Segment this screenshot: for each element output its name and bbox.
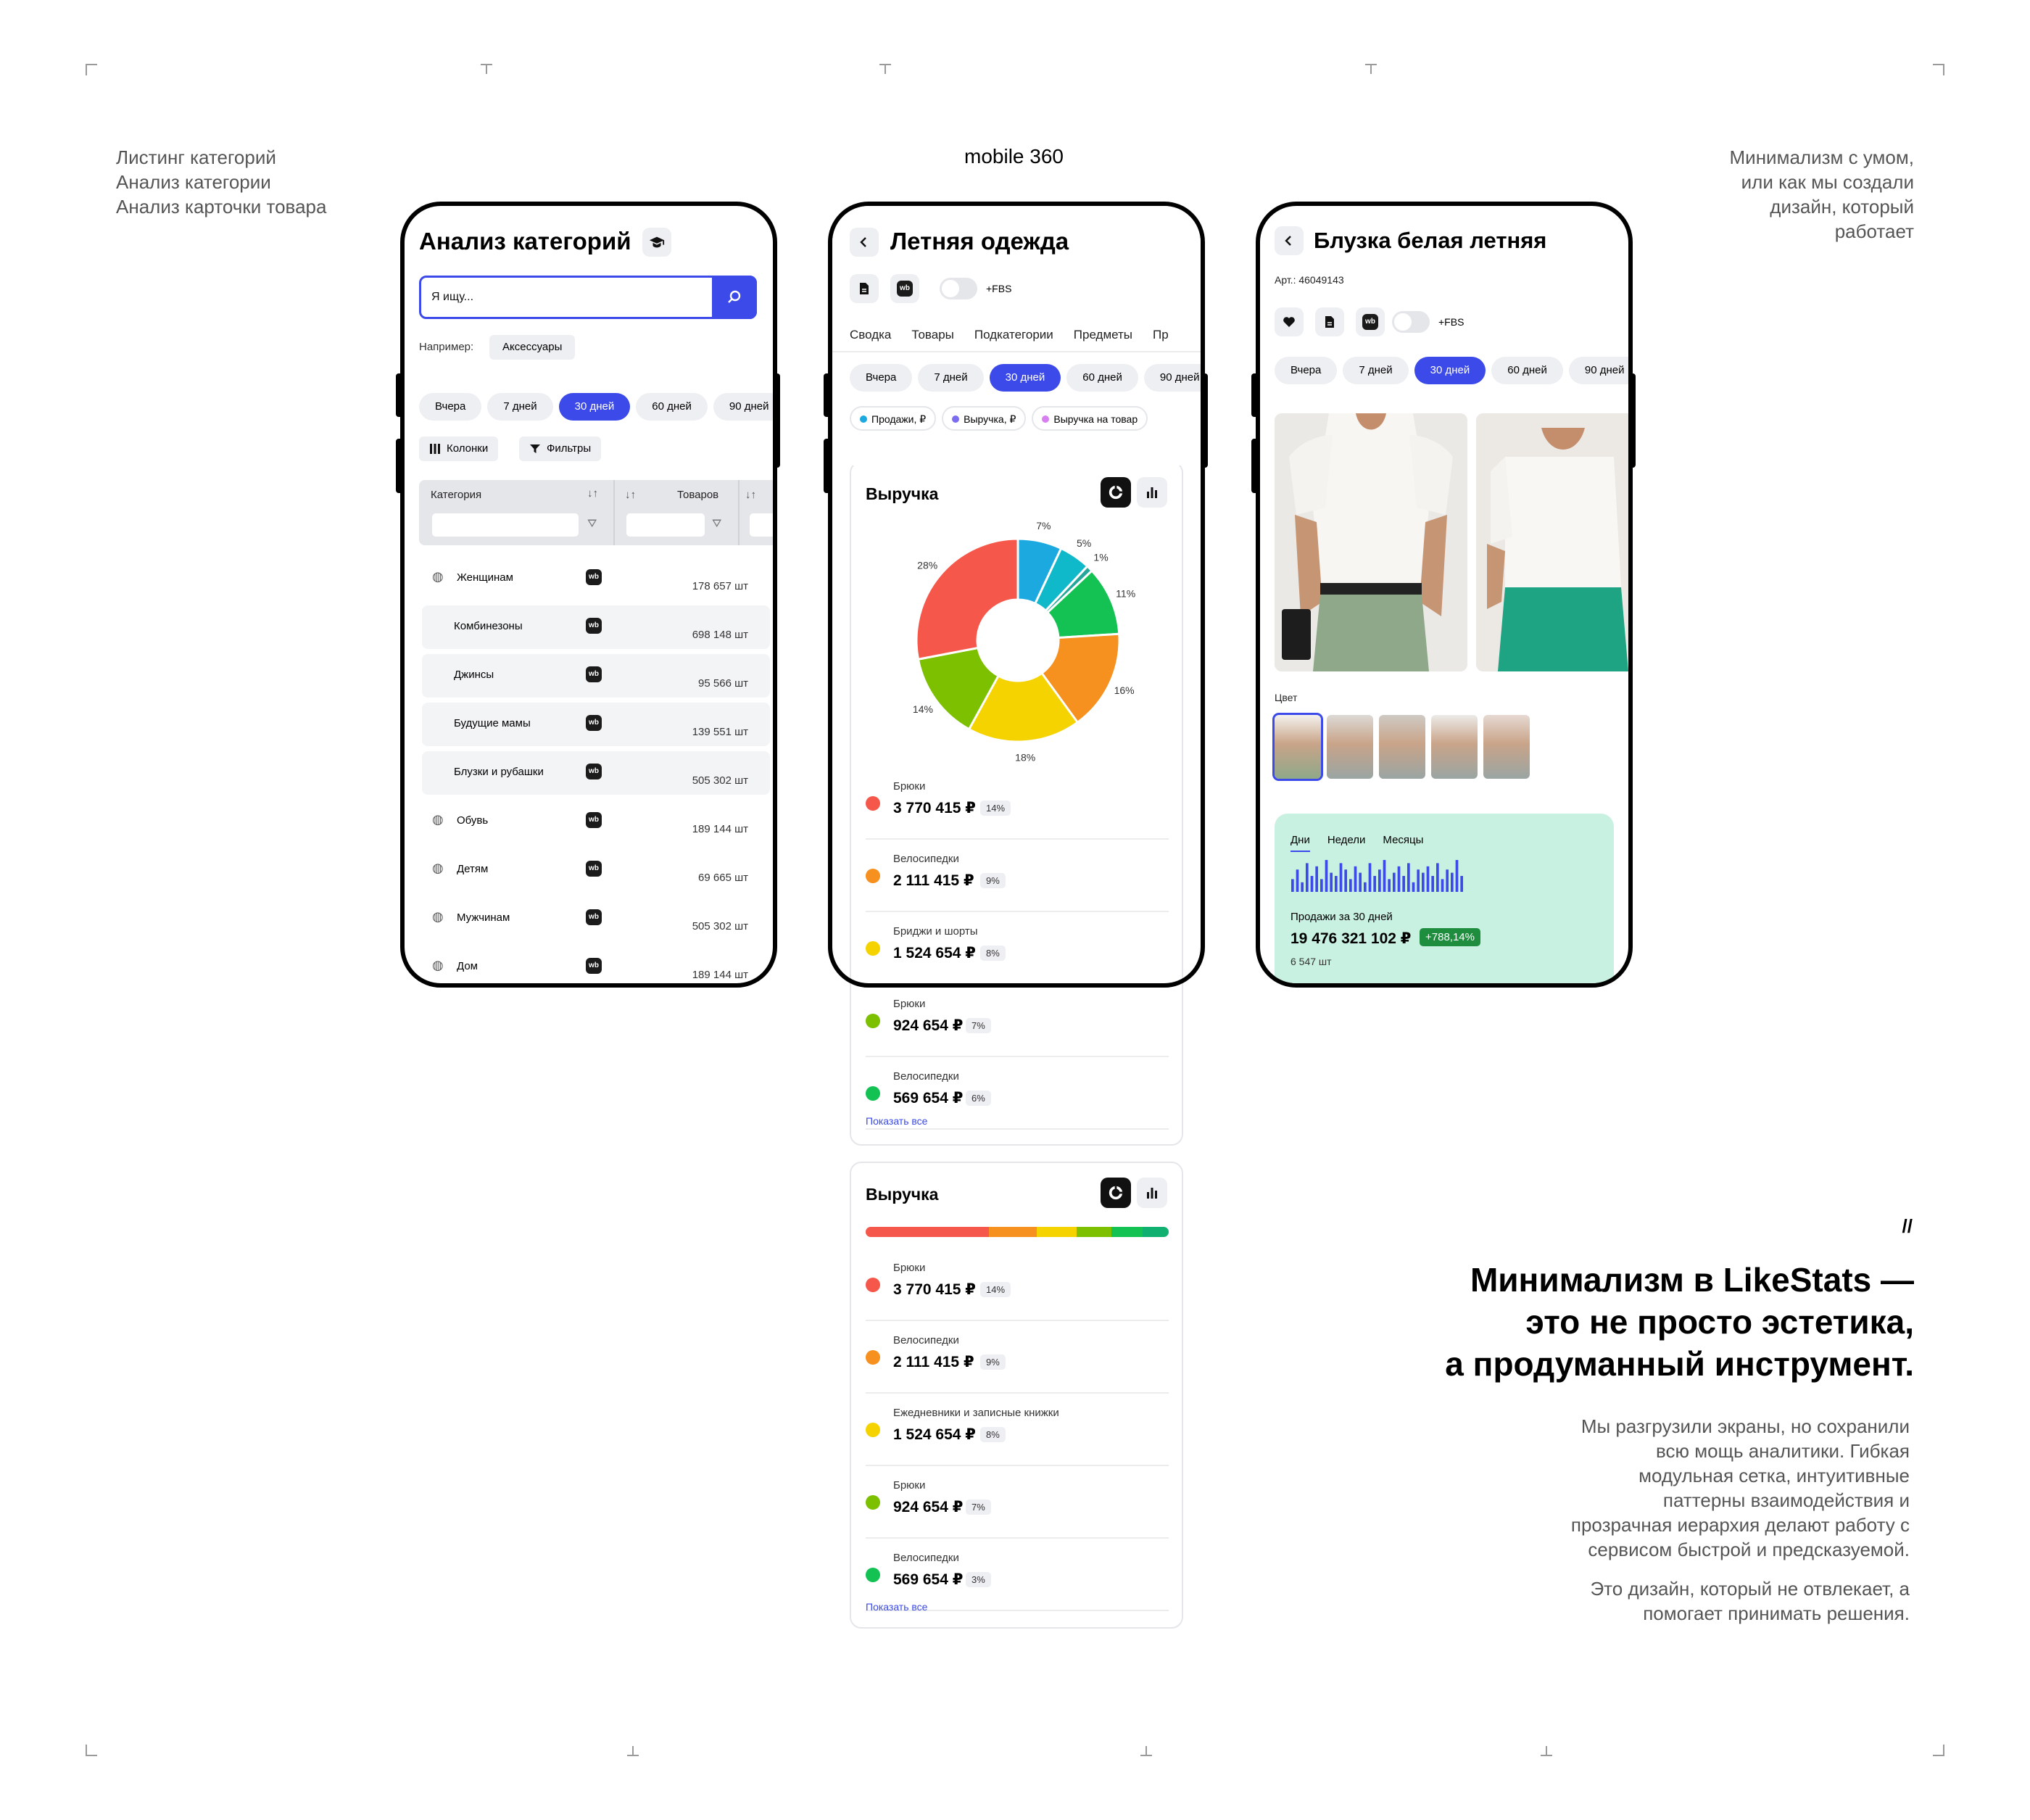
product-photo[interactable] xyxy=(1476,413,1628,671)
phone-product-analysis xyxy=(1256,202,1633,988)
sparkline-bar xyxy=(1451,873,1454,892)
guide-mark xyxy=(481,64,492,74)
row-value: 95 566 шт xyxy=(698,677,748,690)
sort-icon[interactable]: ↓↑ xyxy=(745,489,756,501)
row-value: 505 302 шт xyxy=(692,774,748,787)
row-value: 178 657 шт xyxy=(692,580,748,592)
sparkline-bar xyxy=(1335,876,1338,892)
legend-item xyxy=(866,1249,1169,1321)
period-chip[interactable]: 90 дней xyxy=(713,393,777,421)
search-box xyxy=(419,276,757,319)
sparkline-bar xyxy=(1436,863,1439,892)
graduation-cap-icon[interactable] xyxy=(642,228,671,257)
crop-mark xyxy=(86,1745,97,1756)
color-label: Цвет xyxy=(1275,692,1298,703)
shoe-icon: ◍ xyxy=(432,812,444,827)
period-chips xyxy=(419,393,777,421)
phone-category-analysis xyxy=(828,202,1205,988)
slice-label: 5% xyxy=(1076,537,1092,550)
left-notes xyxy=(116,145,326,219)
color-swatch[interactable] xyxy=(1379,715,1425,779)
period-chips xyxy=(1275,357,1633,384)
metric-chip[interactable] xyxy=(942,406,1026,431)
period-chip[interactable]: 7 дней xyxy=(487,393,552,421)
stacked-segment xyxy=(1037,1227,1077,1237)
show-all-link[interactable]: Показать все xyxy=(866,1601,928,1613)
category-filter-input[interactable] xyxy=(432,513,579,537)
search-input[interactable]: Я ищу... xyxy=(431,291,474,303)
column-header-goods[interactable]: Товаров xyxy=(677,489,719,501)
tab-goods[interactable]: Товары xyxy=(911,328,954,342)
legend-label: Ежедневники и записные книжки xyxy=(893,1407,1059,1419)
sparkline-bar xyxy=(1364,882,1367,892)
column-divider xyxy=(738,480,740,545)
document-icon xyxy=(858,282,870,295)
sparkline-bar xyxy=(1393,873,1396,892)
period-chip-active[interactable]: 30 дней xyxy=(1414,357,1486,384)
slash-mark: // xyxy=(1902,1215,1913,1237)
fbs-label: +FBS xyxy=(1438,316,1464,328)
row-value: 69 665 шт xyxy=(698,872,748,884)
stroller-icon: ◍ xyxy=(432,861,444,875)
sales-tabs xyxy=(1290,834,1423,852)
metric-chip[interactable] xyxy=(850,406,936,431)
period-chip[interactable]: 7 дней xyxy=(1343,357,1408,384)
metric-label: Продажи, ₽ xyxy=(871,413,927,425)
sparkline-bar xyxy=(1359,873,1362,892)
body-line: Мы разгрузили экраны, но сохранили xyxy=(1580,1415,1910,1437)
example-label: Например: xyxy=(419,341,474,353)
tab-subjects[interactable]: Предметы xyxy=(1073,328,1133,342)
row-value: 505 302 шт xyxy=(692,920,748,932)
metric-chips xyxy=(850,406,1148,431)
column-divider xyxy=(613,480,615,545)
heart-icon xyxy=(1283,316,1296,328)
metric-chip[interactable] xyxy=(1032,406,1148,431)
slice-label: 11% xyxy=(1116,587,1136,600)
fbs-toggle[interactable] xyxy=(1392,311,1430,333)
slice-label: 1% xyxy=(1093,551,1109,563)
legend-amount: 924 654 ₽ xyxy=(893,1499,964,1515)
tab-more[interactable]: Пр xyxy=(1153,328,1169,342)
table-header xyxy=(419,480,777,545)
wb-button[interactable] xyxy=(890,274,919,303)
document-button[interactable] xyxy=(1315,307,1344,336)
period-chips xyxy=(850,364,1205,392)
man-icon: ◍ xyxy=(432,909,444,924)
sparkline-bar xyxy=(1340,863,1343,892)
guide-mark xyxy=(627,1746,639,1756)
sparkline-bar xyxy=(1398,866,1401,892)
legend-percent: 14% xyxy=(980,801,1011,816)
document-button[interactable] xyxy=(850,274,879,303)
legend-percent: 7% xyxy=(966,1018,991,1033)
color-swatch[interactable] xyxy=(1327,715,1373,779)
note-line: Анализ категории xyxy=(116,171,271,193)
legend-item xyxy=(866,1539,1169,1611)
filters-button[interactable] xyxy=(519,437,601,461)
legend-item xyxy=(866,1466,1169,1539)
legend-percent: 9% xyxy=(980,873,1006,888)
sparkline-bar xyxy=(1412,882,1415,892)
sparkline-bar xyxy=(1441,879,1444,892)
body-line: сервисом быстрой и предсказуемой. xyxy=(1588,1539,1910,1560)
sparkline-bar xyxy=(1417,869,1420,892)
body-line: Это дизайн, который не отвлекает, а xyxy=(1590,1578,1910,1600)
sparkline-bar xyxy=(1427,866,1430,892)
note-line: Минимализм с умом, xyxy=(1729,146,1914,168)
sparkline-bar xyxy=(1349,879,1352,892)
wb-icon[interactable]: wb xyxy=(586,715,602,731)
page-title: Летняя одежда xyxy=(890,228,1069,255)
sort-icon[interactable]: ↓↑ xyxy=(587,487,598,500)
legend-amount: 569 654 ₽ xyxy=(893,1090,964,1107)
note-line: Листинг категорий xyxy=(116,146,276,168)
legend-item xyxy=(866,1321,1169,1394)
woman-icon: ◍ xyxy=(432,569,444,584)
wb-icon[interactable]: wb xyxy=(586,861,602,877)
sparkline-bar xyxy=(1431,876,1434,892)
body-line: модульная сетка, интуитивные xyxy=(1638,1465,1910,1486)
filter-input[interactable] xyxy=(750,513,777,537)
dot-icon xyxy=(860,415,867,423)
tabs xyxy=(850,328,1189,342)
slice-label: 16% xyxy=(1114,684,1135,696)
legend-label: Брюки xyxy=(893,1479,926,1492)
note-line: или как мы создали xyxy=(1741,171,1914,193)
table-row[interactable] xyxy=(422,605,770,649)
sparkline-bar xyxy=(1407,863,1410,892)
guide-mark xyxy=(1140,1746,1152,1756)
sparkline-bar xyxy=(1373,876,1376,892)
filter-icon xyxy=(529,443,541,455)
legend-amount: 569 654 ₽ xyxy=(893,1571,964,1588)
legend-label: Велосипедки xyxy=(893,1552,959,1564)
body-text xyxy=(1571,1414,1910,1562)
row-value: 139 551 шт xyxy=(692,726,748,738)
column-header-category[interactable]: Категория xyxy=(431,489,482,501)
columns-label: Колонки xyxy=(447,442,489,455)
pot-icon: ◍ xyxy=(432,958,444,972)
table-row[interactable] xyxy=(422,703,770,746)
tab-subcategories[interactable]: Подкатегории xyxy=(974,328,1053,342)
card-title: Выручка xyxy=(866,484,939,503)
row-value: 189 144 шт xyxy=(692,823,748,835)
page-title: Анализ категорий xyxy=(419,228,631,255)
legend-dot xyxy=(866,1568,880,1582)
sparkline-bar xyxy=(1460,876,1463,892)
table-row[interactable] xyxy=(422,800,770,843)
guide-mark xyxy=(879,64,891,74)
right-notes xyxy=(1730,145,1914,244)
legend-item xyxy=(866,985,1169,1057)
row-name: Будущие мамы xyxy=(454,717,531,729)
legend-dot xyxy=(866,1014,880,1028)
legend-amount: 1 524 654 ₽ xyxy=(893,1426,976,1443)
bar-view-button[interactable] xyxy=(1137,1178,1167,1208)
legend-amount: 2 111 415 ₽ xyxy=(893,1354,974,1370)
card-title: Выручка xyxy=(866,1185,939,1204)
example-chip[interactable]: Аксессуары xyxy=(489,335,575,360)
legend-amount: 924 654 ₽ xyxy=(893,1017,964,1034)
body-line: всю мощь аналитики. Гибкая xyxy=(1655,1440,1910,1462)
legend-label: Брюки xyxy=(893,998,926,1010)
wb-icon[interactable]: wb xyxy=(586,812,602,828)
donut-view-button[interactable] xyxy=(1101,1178,1131,1208)
row-value: 189 144 шт xyxy=(692,969,748,981)
color-swatch[interactable] xyxy=(1483,715,1530,779)
sparkline-bar xyxy=(1296,869,1299,892)
row-name: Детям xyxy=(457,863,489,875)
sparkline-bar xyxy=(1320,879,1323,892)
body-line: прозрачная иерархия делают работу с xyxy=(1570,1514,1910,1536)
legend-amount: 3 770 415 ₽ xyxy=(893,1281,976,1298)
slice-label: 28% xyxy=(917,559,938,571)
sparkline-bar xyxy=(1315,866,1318,892)
row-name: Обувь xyxy=(457,814,489,827)
headline-line: Минимализм в LikeStats — xyxy=(1470,1261,1914,1299)
columns-button[interactable] xyxy=(419,437,498,461)
sparkline-bar xyxy=(1422,873,1425,892)
headline-line: а продуманный инструмент. xyxy=(1445,1345,1914,1383)
legend-label: Велосипедки xyxy=(893,853,959,865)
tab-weeks[interactable]: Недели xyxy=(1327,834,1366,846)
period-chip[interactable]: Вчера xyxy=(1275,357,1337,384)
period-chip-active[interactable]: 30 дней xyxy=(559,393,631,421)
stacked-segment xyxy=(989,1227,1037,1237)
wb-icon[interactable]: wb xyxy=(586,618,602,634)
period-chip[interactable]: Вчера xyxy=(419,393,481,421)
stacked-bar xyxy=(866,1227,1169,1237)
back-button[interactable] xyxy=(1275,226,1304,255)
color-swatch[interactable] xyxy=(1431,715,1478,779)
tab-summary[interactable]: Сводка xyxy=(850,328,892,342)
tab-divider xyxy=(832,351,1201,352)
fbs-toggle[interactable] xyxy=(940,278,977,299)
filter-icon[interactable]: ⛛ xyxy=(587,518,597,530)
sparkline-bar xyxy=(1446,869,1449,892)
legend-percent: 8% xyxy=(980,946,1006,961)
crop-mark xyxy=(1933,64,1944,75)
page-title: Блузка белая летняя xyxy=(1314,228,1547,253)
sales-label: Продажи за 30 дней xyxy=(1290,911,1393,923)
fbs-label: +FBS xyxy=(986,283,1012,294)
sales-amount: 19 476 321 102 ₽ xyxy=(1290,930,1412,947)
color-swatch[interactable] xyxy=(1275,715,1321,779)
crop-mark xyxy=(1933,1745,1944,1756)
legend-percent: 8% xyxy=(980,1427,1006,1442)
stacked-segment xyxy=(1143,1227,1169,1237)
sparkline-bar xyxy=(1402,876,1405,892)
sparkline-bar xyxy=(1330,873,1333,892)
wb-icon[interactable]: wb xyxy=(586,909,602,925)
table-row[interactable] xyxy=(422,848,770,892)
metric-label: Выручка, ₽ xyxy=(964,413,1016,425)
slice-label: 7% xyxy=(1036,521,1051,531)
tab-months[interactable]: Месяцы xyxy=(1383,834,1424,846)
wb-icon[interactable]: wb xyxy=(586,764,602,779)
legend-label: Брюки xyxy=(893,780,926,793)
sparkline-bar xyxy=(1456,860,1459,892)
article-number: Арт.: 46049143 xyxy=(1275,274,1344,286)
row-name: Комбинезоны xyxy=(454,620,523,632)
note-line: Анализ карточки товара xyxy=(116,196,327,218)
wb-icon[interactable]: wb xyxy=(586,958,602,974)
legend-label: Брюки xyxy=(893,1262,926,1274)
sales-units: 6 547 шт xyxy=(1290,956,1332,967)
sparkline-bar xyxy=(1388,879,1391,892)
body-line: паттерны взаимодействия и xyxy=(1662,1489,1910,1511)
sparkline-bar xyxy=(1301,882,1304,892)
legend-amount: 3 770 415 ₽ xyxy=(893,800,976,816)
sparkline-bar xyxy=(1325,860,1328,892)
pie-chart-icon xyxy=(1108,1185,1124,1201)
legend-dot xyxy=(866,1278,880,1292)
columns-icon xyxy=(429,443,441,455)
search-icon xyxy=(726,289,743,306)
period-chip[interactable]: 90 дней xyxy=(1144,364,1205,392)
row-name: Женщинам xyxy=(457,571,513,584)
chevron-left-icon xyxy=(858,236,871,249)
sales-change-badge: +788,14% xyxy=(1420,928,1480,946)
row-name: Мужчинам xyxy=(457,911,510,924)
search-button[interactable] xyxy=(712,276,757,319)
legend-dot xyxy=(866,1350,880,1365)
period-chip[interactable]: 60 дней xyxy=(1491,357,1563,384)
note-line: дизайн, который xyxy=(1770,196,1914,218)
dot-icon xyxy=(952,415,959,423)
wb-icon: wb xyxy=(897,281,913,297)
tab-days[interactable]: Дни xyxy=(1290,834,1310,852)
period-chip[interactable]: 7 дней xyxy=(918,364,983,392)
sales-sparkline xyxy=(1290,859,1464,892)
sparkline-bar xyxy=(1291,879,1294,892)
wb-icon[interactable]: wb xyxy=(586,666,602,682)
table-row[interactable] xyxy=(422,751,770,795)
legend-label: Велосипедки xyxy=(893,1334,959,1347)
row-name: Блузки и рубашки xyxy=(454,766,544,778)
legend-amount: 1 524 654 ₽ xyxy=(893,945,976,961)
document-icon xyxy=(1324,315,1335,328)
legend-percent: 6% xyxy=(966,1091,991,1106)
legend-percent: 3% xyxy=(966,1572,991,1587)
metric-label: Выручка на товар xyxy=(1053,413,1138,425)
table-row[interactable] xyxy=(422,897,770,940)
legend-percent: 7% xyxy=(966,1500,991,1515)
headline xyxy=(1445,1259,1914,1385)
legend-percent: 9% xyxy=(980,1354,1006,1370)
sparkline-bar xyxy=(1383,860,1386,892)
sales-card xyxy=(1275,814,1614,988)
color-swatches xyxy=(1275,715,1530,779)
wb-icon: wb xyxy=(1362,314,1378,330)
table-row[interactable] xyxy=(422,946,770,988)
filters-label: Фильтры xyxy=(547,442,592,455)
row-value: 698 148 шт xyxy=(692,629,748,641)
filter-icon[interactable]: ⛛ xyxy=(712,518,722,530)
sparkline-bar xyxy=(1354,866,1357,892)
wb-icon[interactable]: wb xyxy=(586,569,602,585)
period-chip[interactable]: 90 дней xyxy=(1569,357,1633,384)
dot-icon xyxy=(1042,415,1049,423)
legend-label: Велосипедки xyxy=(893,1070,959,1083)
sparkline-bar xyxy=(1369,863,1372,892)
legend-percent: 14% xyxy=(980,1282,1011,1297)
center-label: mobile 360 xyxy=(964,145,1064,167)
sparkline-bar xyxy=(1311,876,1314,892)
table-row[interactable] xyxy=(422,654,770,698)
note-line: работает xyxy=(1834,220,1914,242)
headline-line: это не просто эстетика, xyxy=(1525,1303,1914,1341)
guide-mark xyxy=(1365,64,1377,74)
crop-mark xyxy=(86,64,97,75)
period-chip[interactable]: 60 дней xyxy=(636,393,708,421)
goods-filter-input[interactable] xyxy=(626,513,705,537)
favorite-button[interactable] xyxy=(1275,307,1304,336)
row-name: Джинсы xyxy=(454,669,494,681)
bar-chart-icon xyxy=(1145,1186,1159,1200)
back-button[interactable] xyxy=(850,228,879,257)
legend-label: Бриджи и шорты xyxy=(893,925,978,938)
guide-mark xyxy=(1541,1746,1552,1756)
slice-label: 14% xyxy=(912,703,933,716)
stacked-segment xyxy=(1077,1227,1111,1237)
stacked-segment xyxy=(866,1227,989,1237)
period-chip-active[interactable]: 30 дней xyxy=(990,364,1061,392)
table-row[interactable] xyxy=(422,557,770,600)
sparkline-bar xyxy=(1344,869,1347,892)
stacked-segment xyxy=(1111,1227,1142,1237)
wb-button[interactable] xyxy=(1356,307,1385,336)
legend-dot xyxy=(866,1086,880,1101)
legend-amount: 2 111 415 ₽ xyxy=(893,872,974,889)
body-line: помогает принимать решения. xyxy=(1643,1602,1910,1624)
slice-label: 18% xyxy=(1015,751,1036,764)
row-name: Дом xyxy=(457,960,478,972)
legend-dot xyxy=(866,1423,880,1437)
product-photo[interactable] xyxy=(1275,413,1467,671)
legend-item xyxy=(866,1394,1169,1466)
sparkline-bar xyxy=(1378,869,1381,892)
sort-icon[interactable]: ↓↑ xyxy=(625,489,636,501)
period-chip[interactable]: 60 дней xyxy=(1066,364,1138,392)
period-chip[interactable]: Вчера xyxy=(850,364,912,392)
body-text-2 xyxy=(1590,1576,1910,1626)
legend-dot xyxy=(866,1495,880,1510)
show-all-link[interactable]: Показать все xyxy=(866,1115,928,1127)
chevron-left-icon xyxy=(1283,234,1296,247)
revenue-card-bar xyxy=(850,1162,1183,1629)
phone-category-listing xyxy=(400,202,777,988)
sparkline-bar xyxy=(1306,863,1309,892)
